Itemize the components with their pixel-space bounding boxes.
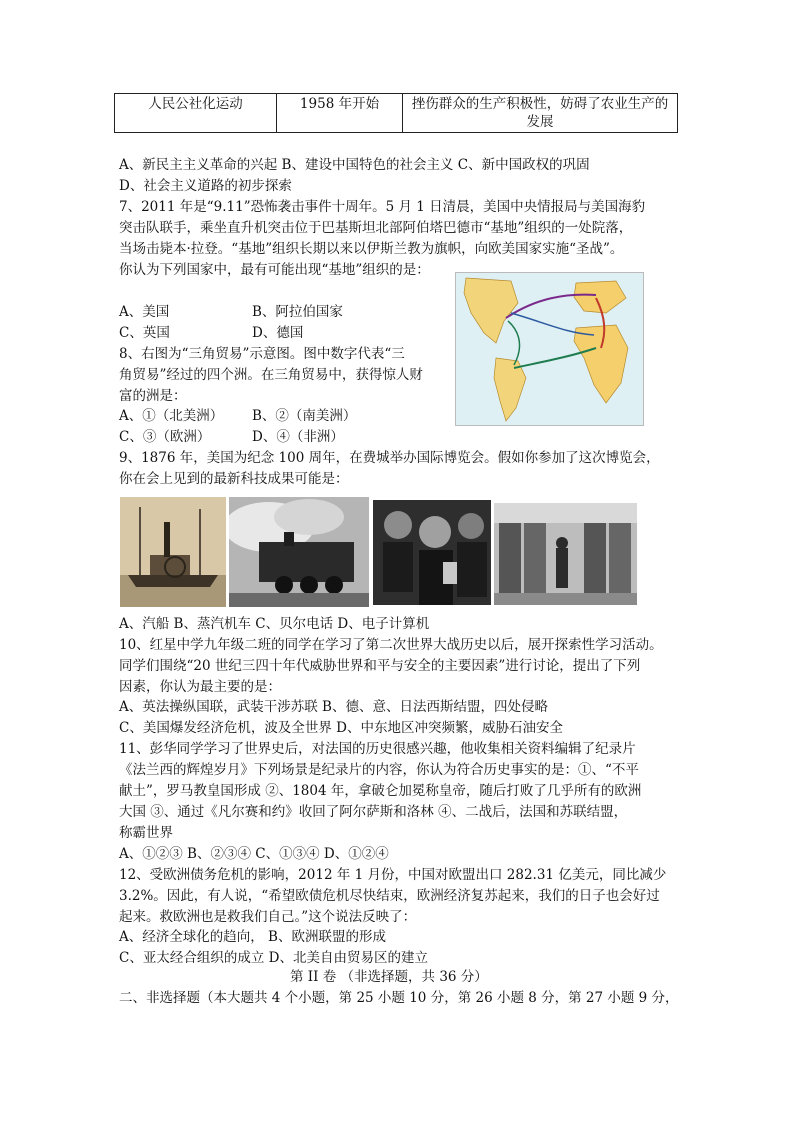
table-row (115, 94, 678, 133)
q7-option-c: C、英国 (119, 325, 170, 341)
q11-line-5: 称霸世界 (119, 825, 173, 841)
q7-line-1: 7、2011 年是“9.11”恐怖袭击事件十周年。5 月 1 日清晨，美国中央情报局与美国海豹 (119, 199, 646, 215)
q7-option-d: D、德国 (252, 325, 304, 341)
q9-options: A、汽船 B、蒸汽机车 C、贝尔电话 D、电子计算机 (119, 616, 430, 632)
q11-line-1: 11、彭华同学学习了世界史后，对法国的历史很感兴趣，他收集相关资料编辑了纪录片 (119, 741, 636, 757)
q10-line-2: 同学们围绕“20 世纪三四十年代威胁世界和平与安全的主要因素”进行讨论，提出了下列 (119, 658, 641, 674)
q8-line-2: 角贸易”经过的四个洲。在三角贸易中，获得惊人财 (119, 367, 423, 383)
steamship-photo (120, 497, 226, 607)
bell-telephone-photo (373, 500, 491, 605)
q12-options-1: A、经济全球化的趋向， B、欧洲联盟的形成 (119, 929, 386, 945)
q10-options-1: A、英法操纵国联，武装干涉苏联 B、德、意、日法西斯结盟，四处侵略 (119, 699, 548, 715)
q12-line-2: 3.2%。因此，有人说，“希望欧债危机尽快结束，欧洲经济复苏起来，我们的日子也会好过 (119, 888, 660, 904)
q7-line-2: 突击队联手，乘坐直升机突击位于巴基斯坦北部阿伯塔巴德市“基地”组织的一处院落， (119, 220, 633, 236)
q9-line-1: 9、1876 年，美国为纪念 100 周年，在费城举办国际博览会。假如你参加了这次博览会， (119, 450, 660, 466)
steam-locomotive-photo (229, 497, 369, 607)
section-2-intro: 二、非选择题（本大题共 4 个小题，第 25 小题 10 分，第 26 小题 8 分，第 27 小题 9 分， (119, 990, 679, 1006)
q7-option-b: B、阿拉伯国家 (252, 304, 343, 320)
q6-options-1: A、新民主主义革命的兴起 B、建设中国特色的社会主义 C、新中国政权的巩固 (119, 157, 590, 173)
q7-line-4: 你认为下列国家中，最有可能出现“基地”组织的是： (119, 262, 430, 278)
table-cell-effect-line2: 发展 (526, 114, 554, 130)
q6-options-2: D、社会主义道路的初步探索 (119, 178, 292, 194)
table-cell-event: 人民公社化运动 (115, 94, 277, 133)
q10-line-3: 因素，你认为最主要的是： (119, 679, 281, 695)
q11-line-2: 《法兰西的辉煌岁月》下列场景是纪录片的内容，你认为符合历史事实的是：①、“不平 (119, 762, 639, 778)
electronic-computer-graphic (494, 503, 637, 605)
q7-line-3: 当场击毙本·拉登。“基地”组织长期以来以伊斯兰教为旗帜，向欧美国家实施“圣战”。 (119, 241, 624, 257)
bell-telephone-graphic (373, 500, 491, 605)
q8-option-c: C、③（欧洲） (119, 429, 211, 445)
q8-line-3: 富的洲是： (119, 388, 187, 404)
q10-line-1: 10、红星中学九年级二班的同学在学习了第二次世界大战历史以后，展开探索性学习活动。 (119, 637, 663, 653)
q8-option-a: A、①（北美洲） (119, 408, 224, 424)
electronic-computer-photo (494, 503, 637, 605)
q12-line-3: 起来。救欧洲也是救我们自己。”这个说法反映了： (119, 909, 417, 925)
q7-option-a: A、美国 (119, 304, 170, 320)
q11-line-3: 献土”，罗马教皇国形成 ②、1804 年，拿破仑加冕称皇帝，随后打败了几乎所有的欧洲 (119, 783, 642, 799)
q8-line-1: 8、右图为“三角贸易”示意图。图中数字代表“三 (119, 346, 405, 362)
history-table (114, 93, 678, 133)
table-cell-effect (403, 94, 678, 133)
table-cell-effect-line1: 挫伤群众的生产积极性，妨碍了农业生产的 (411, 96, 669, 112)
q8-option-b: B、②（南美洲） (252, 408, 357, 424)
steamship-graphic (120, 497, 226, 607)
q11-line-4: 大国 ③、通过《凡尔赛和约》收回了阿尔萨斯和洛林 ④、二战后，法国和苏联结盟， (119, 804, 628, 820)
triangle-trade-map-graphic (456, 273, 643, 425)
q10-options-2: C、美国爆发经济危机，波及全世界 D、中东地区冲突频繁，威胁石油安全 (119, 720, 563, 736)
q8-option-d: D、④（非洲） (252, 429, 344, 445)
section-2-title: 第 II 卷 （非选择题，共 36 分） (290, 969, 488, 985)
steam-locomotive-graphic (229, 497, 369, 607)
table-cell-date: 1958 年开始 (277, 94, 403, 133)
q9-line-2: 你在会上见到的最新科技成果可能是： (119, 471, 349, 487)
q12-options-2: C、亚太经合组织的成立 D、北美自由贸易区的建立 (119, 950, 428, 966)
q12-line-1: 12、受欧洲债务危机的影响，2012 年 1 月份，中国对欧盟出口 282.31 亿美元，同比减少 (119, 867, 667, 883)
q11-options: A、①②③ B、②③④ C、①③④ D、①②④ (119, 846, 389, 862)
triangle-trade-map (455, 272, 644, 426)
